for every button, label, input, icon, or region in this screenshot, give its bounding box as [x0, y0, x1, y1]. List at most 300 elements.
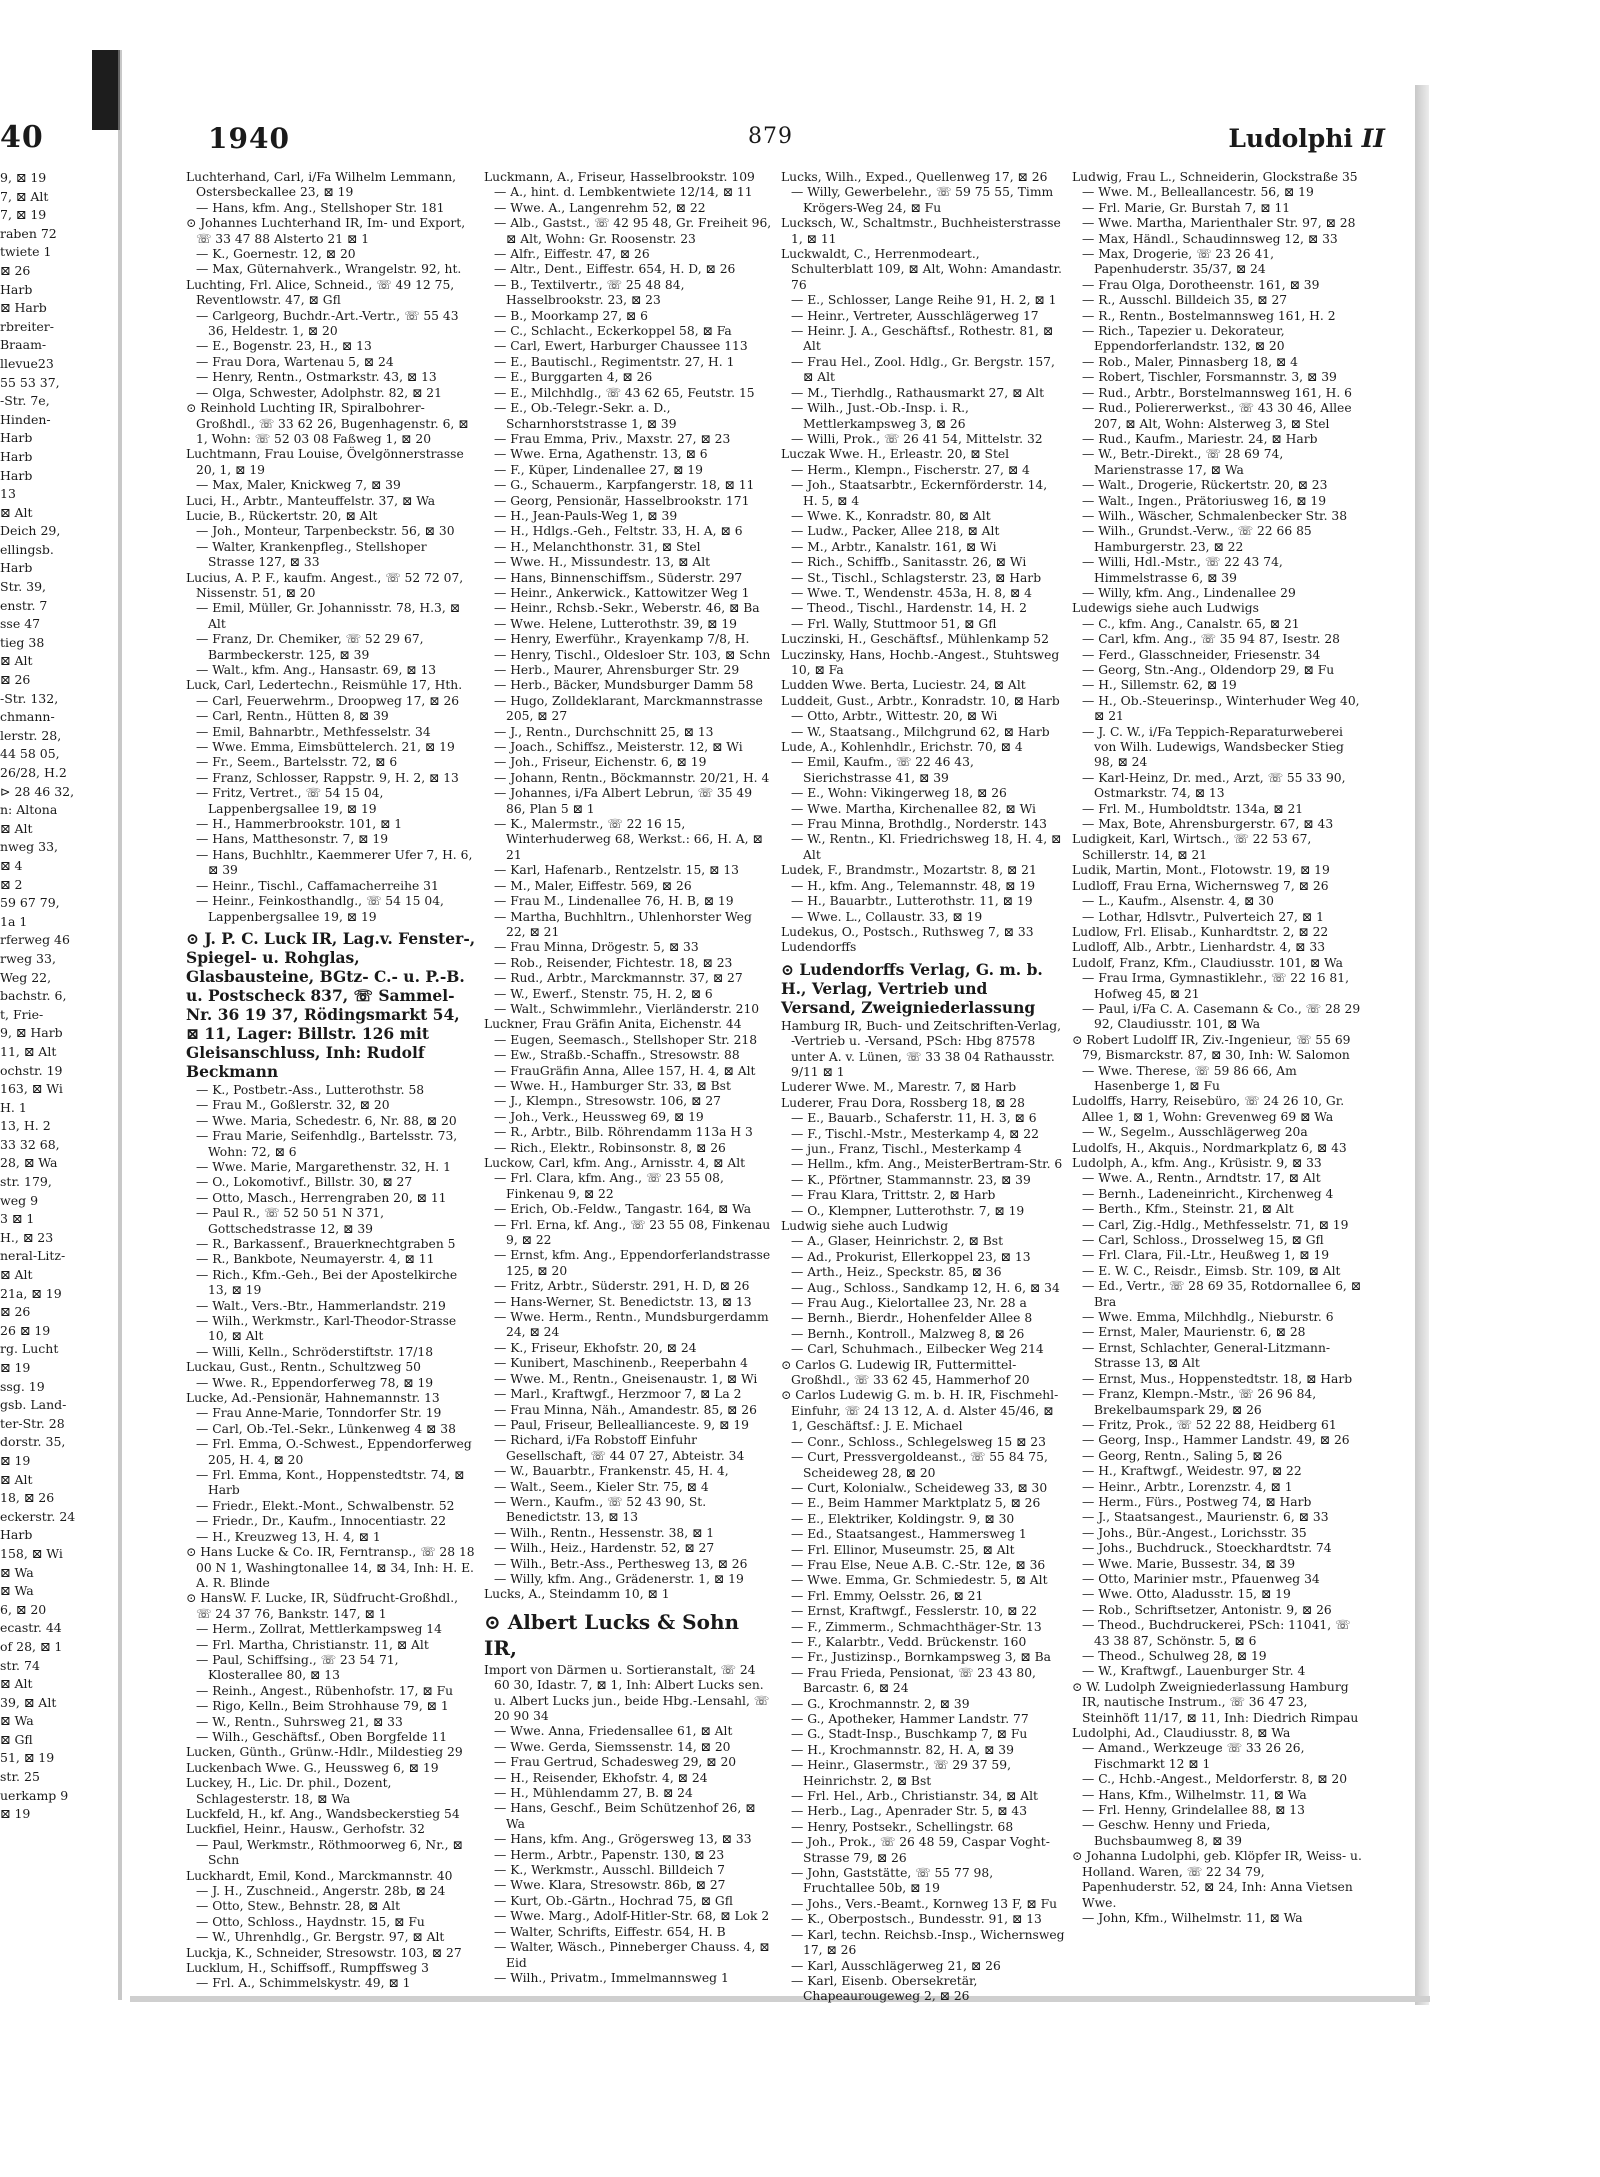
directory-entry: — M., Maler, Eiffestr. 569, ⊠ 26	[494, 878, 692, 893]
directory-entry: — R., Barkassenf., Brauerknechtgraben 5	[196, 1236, 456, 1251]
directory-entry: — J. C. W., i/Fa Teppich-Reparaturweberei von Wilh. Ludewigs, Wandsbecker Stieg 98, ⊠ 24	[1082, 724, 1344, 770]
directory-entry: — Frl. Emma, O.-Schwest., Eppendorferweg 205, H. 4, ⊠ 20	[196, 1437, 472, 1467]
directory-entry: — E., Elektriker, Koldingstr. 9, ⊠ 30	[791, 1511, 1015, 1526]
directory-entry: — Karl, Hafenarb., Rentzelstr. 15, ⊠ 13	[494, 863, 739, 878]
previous-page-fragment-line: 26/28, H.2	[0, 765, 67, 780]
directory-entry: — Johann, Rentn., Böckmannstr. 20/21, H. 4	[494, 770, 770, 785]
directory-entry: — H., Krochmannstr. 82, H. A, ⊠ 39	[791, 1742, 1014, 1757]
directory-entry: — Frl. M., Humboldtstr. 134a, ⊠ 21	[1082, 801, 1304, 816]
previous-page-lines	[0, 169, 86, 1824]
directory-entry: — Hans, Matthesonstr. 7, ⊠ 19	[196, 832, 389, 847]
previous-page-fragment-line: ochstr. 19	[0, 1062, 63, 1078]
directory-entry: — Friedr., Dr., Kaufm., Innocentiastr. 22	[196, 1514, 447, 1529]
previous-page-fragment-line: str. 74	[0, 1657, 40, 1673]
directory-entry: — K., Friseur, Ekhofstr. 20, ⊠ 24	[494, 1340, 697, 1355]
previous-page-fragment-line: Str. 39,	[0, 579, 47, 595]
directory-entry: — Frau Minna, Näh., Amandestr. 85, ⊠ 26	[494, 1402, 757, 1417]
previous-page-fragment-line: 6, ⊠ 20	[0, 1601, 47, 1617]
previous-page-fragment-line: rg. Lucht	[0, 1341, 59, 1357]
directory-entry: — Otto, Masch., Herrengraben 20, ⊠ 11	[196, 1190, 447, 1205]
directory-entry: — Wwe. A., Langenrehm 52, ⊠ 22	[494, 200, 706, 215]
directory-entry: Lucke, Ad.-Pensionär, Hahnemannstr. 13	[186, 1391, 440, 1406]
directory-entry: — E., Bogenstr. 23, H., ⊠ 13	[196, 339, 372, 354]
directory-entry: Luczak Wwe. H., Erleastr. 20, ⊠ Stel	[781, 447, 1010, 462]
directory-entry: Lucken, Günth., Grünw.-Hdlr., Mildestieg 29	[186, 1745, 463, 1760]
previous-page-fragment-line: nweg 33,	[0, 839, 59, 855]
directory-entry: — Walt., Vers.-Btr., Hammerlandstr. 219	[196, 1298, 446, 1313]
directory-entry: — Wwe. Helene, Lutterothstr. 39, ⊠ 19	[494, 616, 738, 631]
previous-page-fragment-line: 7, ⊠ Alt	[0, 188, 49, 204]
previous-page-fragment-line: ⊠ 19	[0, 1452, 31, 1468]
directory-entry: — Ed., Vertr., ☏ 28 69 35, Rotdornallee 6, ⊠ Bra	[1082, 1279, 1362, 1309]
directory-entry: ⊙ Albert Lucks & Sohn IR,	[484, 1609, 740, 1660]
previous-page-fragment-line: ssg. 19	[0, 1378, 45, 1394]
directory-entry: — B., Textilvertr., ☏ 25 48 84, Hasselbrookstr. 23, ⊠ 23	[494, 277, 685, 308]
directory-entry: ⊙ Hans Lucke & Co. IR, Ferntransp., ☏ 28 18 00 N 1, Washingtonallee 14, ⊠ 34, Inh: H. E. A. R. Blinde	[186, 1545, 475, 1590]
directory-entry: — Karl, techn. Reichsb.-Insp., Wichernsweg 17, ⊠ 26	[791, 1927, 1065, 1958]
directory-entry: — A., Glaser, Heinrichstr. 2, ⊠ Bst	[791, 1234, 1004, 1249]
directory-entry: — Rud., Poliererwerkst., ☏ 43 30 46, Allee 207, ⊠ Alt, Wohn: Alsterweg 3, ⊠ Stel	[1082, 401, 1352, 431]
previous-page-fragment-line: enstr. 7	[0, 597, 48, 613]
directory-entry: — Wwe. Herm., Rentn., Mundsburgerdamm 24, ⊠ 24	[494, 1310, 769, 1340]
directory-entry: — F., Zimmerm., Schmachthäger-Str. 13	[791, 1619, 1042, 1634]
directory-entry: — Herb., Lag., Apenrader Str. 5, ⊠ 43	[791, 1804, 1028, 1819]
directory-entry: — Willi, Kelln., Schröderstiftstr. 17/18	[196, 1344, 434, 1359]
running-head	[1228, 124, 1385, 153]
directory-entry: — Rigo, Kelln., Beim Strohhause 79, ⊠ 1	[196, 1699, 449, 1714]
directory-entry: — Frau Minna, Brothdlg., Norderstr. 143	[791, 817, 1048, 832]
directory-entry: — Bernh., Kontroll., Malzweg 8, ⊠ 26	[791, 1326, 1025, 1341]
directory-entry: — Frau M., Lindenallee 76, H. B, ⊠ 19	[494, 894, 734, 909]
directory-entry: — Aug., Schloss., Sandkamp 12, H. 6, ⊠ 34	[791, 1280, 1060, 1295]
previous-page-fragment-line: gsb. Land-	[0, 1397, 67, 1413]
directory-entry: — Hans, kfm. Ang., Grögersweg 13, ⊠ 33	[494, 1832, 752, 1847]
directory-entry: Luckner, Frau Gräfin Anita, Eichenstr. 44	[484, 1017, 742, 1032]
directory-entry: — W., Staatsang., Milchgrund 62, ⊠ Harb	[791, 724, 1050, 739]
directory-entry: — Theod., Buchdruckerei, PSch: 11041, ☏ 43 38 87, Schönstr. 5, ⊠ 6	[1082, 1618, 1351, 1648]
directory-entry: — Hugo, Zolldeklarant, Marckmannstrasse 205, ⊠ 27	[494, 693, 763, 724]
directory-entry: ⊙ HansW. F. Lucke, IR, Südfrucht-Großhdl., ☏ 24 37 76, Bankstr. 147, ⊠ 1	[186, 1591, 459, 1621]
directory-entry: — Theod., Tischl., Hardenstr. 14, H. 2	[791, 601, 1027, 616]
directory-entry: — Emil, Kaufm., ☏ 22 46 43, Sierichstrasse 41, ⊠ 39	[791, 755, 974, 785]
directory-entry: Ludloff, Alb., Arbtr., Lienhardstr. 4, ⊠ 33	[1072, 940, 1326, 955]
directory-entry: — Paul, i/Fa C. A. Casemann & Co., ☏ 28 29 92, Claudiusstr. 101, ⊠ Wa	[1082, 1001, 1361, 1032]
directory-entry: — J., Staatsangest., Maurienstr. 6, ⊠ 33	[1082, 1510, 1329, 1525]
previous-page-fragment-line: 28, ⊠ Wa	[0, 1155, 58, 1171]
directory-entry: — Johs., Buchdruck., Stoeckhardtstr. 74	[1082, 1541, 1332, 1556]
directory-entry: — K., Werkmstr., Ausschl. Billdeich 7	[494, 1863, 725, 1878]
previous-page-fragment-line: eckerstr. 24	[0, 1508, 76, 1524]
previous-page-fragment-line: H., ⊠ 23	[0, 1229, 54, 1245]
directory-entry: — F., Kalarbtr., Vedd. Brückenstr. 160	[791, 1634, 1027, 1649]
directory-entry: — Hans, Binnenschiffsm., Süderstr. 297	[494, 570, 743, 585]
directory-entry: — Ew., Straßb.-Schaffn., Stresowstr. 88	[494, 1048, 740, 1063]
running-head-section: II	[1361, 124, 1385, 153]
directory-entry: — Georg, Rentn., Saling 5, ⊠ 26	[1082, 1448, 1283, 1463]
previous-page-fragment-line: Deich 29,	[0, 523, 61, 539]
directory-entry: — Heinr. J. A., Geschäftsf., Rothestr. 81, ⊠ Alt	[791, 324, 1054, 354]
directory-entry: Luckmann, A., Friseur, Hasselbrookstr. 109	[484, 170, 755, 184]
directory-entry: ⊙ Reinhold Luchting IR, Spiralbohrer-Großhdl., ☏ 33 62 26, Bugenhagenstr. 6, ⊠ 1, Wohn: ☏ 52 03 08 Faßweg 1, ⊠ 20	[186, 401, 469, 446]
directory-entry: — Heinr., Feinkosthandlg., ☏ 54 15 04, Lappenbergsallee 19, ⊠ 19	[196, 894, 444, 924]
directory-entry: ⊙ W. Ludolph Zweigniederlassung Hamburg IR, nautische Instrum., ☏ 36 47 23, Steinhöft 11/17, ⊠ 11, Inh: Diedrich Rimpau	[1072, 1679, 1359, 1725]
directory-entry: — Eugen, Seemasch., Stellshoper Str. 218	[494, 1032, 758, 1047]
directory-entry: — H., Jean-Pauls-Weg 1, ⊠ 39	[494, 508, 678, 523]
previous-page-fragment-line: 21a, ⊠ 19	[0, 1285, 62, 1301]
directory-entry: Luczinsky, Hans, Hochb.-Angest., Stuhtsweg 10, ⊠ Fa	[781, 647, 1060, 677]
directory-entry: — Karl-Heinz, Dr. med., Arzt, ☏ 55 33 90, Ostmarkstr. 74, ⊠ 13	[1082, 770, 1346, 801]
previous-page-fragment-line: ⊠ 4	[0, 857, 23, 873]
previous-page-fragment-line: ⊠ Alt	[0, 1267, 33, 1283]
directory-entry: — Max, Maler, Knickweg 7, ⊠ 39	[196, 478, 401, 493]
directory-entry: Lucie, B., Rückertstr. 20, ⊠ Alt	[186, 508, 378, 523]
directory-column-3	[781, 170, 1065, 2004]
directory-entry: — Max, Händl., Schaudinnsweg 12, ⊠ 33	[1082, 231, 1338, 246]
directory-entry: Lucksch, W., Schaltmstr., Buchheisterstrasse 1, ⊠ 11	[781, 216, 1061, 246]
directory-entry: — Hans, Geschf., Beim Schützenhof 26, ⊠ Wa	[494, 1801, 756, 1831]
directory-entry: — Wilh., Just.-Ob.-Insp. i. R., Mettlerkampsweg 3, ⊠ 26	[791, 401, 969, 431]
directory-entry: — W., Ewerf., Stenstr. 75, H. 2, ⊠ 6	[494, 986, 713, 1001]
directory-entry: — Ernst, Kraftwgf., Fesslerstr. 10, ⊠ 22	[791, 1604, 1037, 1619]
directory-entry: — K., Malermstr., ☏ 22 16 15, Winterhuderweg 68, Werkst.: 66, H. A, ⊠ 21	[494, 817, 763, 862]
directory-entry: — Carlgeorg, Buchdr.-Art.-Vertr., ☏ 55 43 36, Heldestr. 1, ⊠ 20	[196, 308, 459, 339]
directory-entry: — E., Ob.-Telegr.-Sekr. a. D., Scharnhorststrasse 1, ⊠ 39	[494, 401, 677, 431]
previous-page-fragment-line: 9, ⊠ Harb	[0, 1025, 63, 1041]
previous-page-fragment-line: tieg 38	[0, 634, 45, 650]
directory-entry: — Conr., Schloss., Schlegelsweg 15 ⊠ 23	[791, 1434, 1046, 1449]
previous-page-fragment-line: Harb	[0, 467, 33, 483]
directory-entry: — Franz, Klempn.-Mstr., ☏ 26 96 84, Brekelbaumspark 29, ⊠ 26	[1082, 1387, 1317, 1417]
directory-entry: ⊙ Johannes Luchterhand IR, Im- und Export, ☏ 33 47 88 Alsterto 21 ⊠ 1	[186, 216, 466, 246]
directory-entry: Ludolf, Franz, Kfm., Claudiusstr. 101, ⊠ Wa	[1072, 955, 1343, 970]
directory-entry: — Kunibert, Maschinenb., Reeperbahn 4	[494, 1356, 748, 1371]
directory-entry: — Hans-Werner, St. Benedictstr. 13, ⊠ 13	[494, 1294, 752, 1309]
directory-entry: Ludolph, A., kfm. Ang., Krüsistr. 9, ⊠ 33	[1072, 1156, 1322, 1170]
directory-entry: — E. W. C., Reisdr., Eimsb. Str. 109, ⊠ Alt	[1082, 1263, 1341, 1278]
previous-page-fragment-line: dorstr. 35,	[0, 1434, 66, 1450]
directory-entry: — Wilh., Wäscher, Schmalenbecker Str. 38	[1082, 508, 1348, 523]
directory-entry: — J., Rentn., Durchschnitt 25, ⊠ 13	[494, 724, 714, 739]
directory-entry: — K., Postbetr.-Ass., Lutterothstr. 58	[196, 1082, 425, 1097]
directory-entry: ⊙ Robert Ludolff IR, Ziv.-Ingenieur, ☏ 55 69 79, Bismarckstr. 87, ⊠ 30, Inh: W. Salomon	[1072, 1032, 1351, 1063]
directory-entry: — Frau Irma, Gymnastiklehr., ☏ 22 16 81, Hofweg 45, ⊠ 21	[1082, 971, 1349, 1001]
directory-entry: Ludlow, Frl. Elisab., Kunhardtstr. 2, ⊠ 22	[1072, 924, 1329, 939]
previous-page-fragment-line: 1a 1	[0, 913, 28, 929]
directory-entry: — Wwe. A., Rentn., Arndtstr. 17, ⊠ Alt	[1082, 1171, 1321, 1186]
directory-entry: — Frau M., Goßlerstr. 32, ⊠ 20	[196, 1098, 390, 1113]
directory-entry: — Frau Minna, Drögestr. 5, ⊠ 33	[494, 940, 699, 955]
directory-entry: — R., Ausschl. Billdeich 35, ⊠ 27	[1082, 293, 1288, 308]
directory-entry: — Henry, Postsekr., Schellingstr. 68	[791, 1819, 1014, 1834]
previous-page-fragment	[0, 120, 86, 2010]
directory-entry: — Walt., kfm. Ang., Hansastr. 69, ⊠ 13	[196, 663, 437, 677]
directory-entry: — Carl, Zig.-Hdlg., Methfesselstr. 71, ⊠ 19	[1082, 1217, 1349, 1232]
directory-entry: — Joh., Monteur, Tarpenbeckstr. 56, ⊠ 30	[196, 524, 455, 539]
directory-entry: — Rud., Kaufm., Mariestr. 24, ⊠ Harb	[1082, 431, 1318, 446]
directory-entry: — Fr., Justizinsp., Bornkampsweg 3, ⊠ Ba	[791, 1650, 1051, 1665]
previous-page-fragment-line: weg 9	[0, 1192, 39, 1208]
previous-page-fragment-line: neral-Litz-	[0, 1248, 66, 1264]
running-head-name: Ludolphi	[1228, 124, 1353, 153]
directory-entry: — Willy, kfm. Ang., Lindenallee 29	[1082, 585, 1296, 600]
directory-entry: Luderer Wwe. M., Marestr. 7, ⊠ Harb	[781, 1080, 1017, 1095]
directory-entry: — W., Segelm., Ausschlägerweg 20a	[1082, 1125, 1308, 1140]
directory-entry: — Frl. Henny, Grindelallee 88, ⊠ 13	[1082, 1803, 1305, 1818]
directory-entry: — Paul, Schiffsing., ☏ 23 54 71, Klosterallee 80, ⊠ 13	[196, 1652, 399, 1683]
directory-entry: Luckau, Gust., Rentn., Schultzweg 50	[186, 1360, 421, 1375]
directory-entry: Ludigkeit, Karl, Wirtsch., ☏ 22 53 67, Schillerstr. 14, ⊠ 21	[1072, 832, 1312, 862]
previous-page-fragment-line: 9, ⊠ 19	[0, 170, 47, 185]
directory-entry: — C., Hchb.-Angest., Meldorferstr. 8, ⊠ 20	[1082, 1772, 1348, 1787]
directory-entry: — Wilh., Heiz., Hardenstr. 52, ⊠ 27	[494, 1541, 715, 1556]
directory-entry: — Heinr., Rchsb.-Sekr., Weberstr. 46, ⊠ Ba	[494, 601, 760, 616]
previous-page-fragment-line: ⊳ 28 46 32,	[0, 783, 75, 799]
directory-entry: — Heinr., Vertreter, Ausschlägerweg 17	[791, 308, 1039, 323]
directory-entry: Luddeit, Gust., Arbtr., Konradstr. 10, ⊠ Harb	[781, 693, 1060, 708]
directory-entry: Luci, H., Arbtr., Manteuffelstr. 37, ⊠ Wa	[186, 493, 436, 508]
directory-entry: — W., Uhrenhdlg., Gr. Bergstr. 97, ⊠ Alt	[196, 1930, 445, 1945]
directory-entry: ⊙ Johanna Ludolphi, geb. Klöpfer IR, Weiss- u. Holland. Waren, ☏ 22 34 79, Papenhuderstr. 52, ⊠ 24, Inh: Anna Vietsen Wwe.	[1072, 1849, 1362, 1910]
previous-page-fragment-line: 39, ⊠ Alt	[0, 1694, 57, 1710]
directory-entry: — Paul, Werkmstr., Röthmoorweg 6, Nr., ⊠ Schn	[196, 1837, 463, 1868]
directory-entry: — Carl, Feuerwehrm., Droopweg 17, ⊠ 26	[196, 693, 460, 708]
directory-entry: — Max, Drogerie, ☏ 23 26 41, Papenhuderstr. 35/37, ⊠ 24	[1082, 247, 1275, 277]
page-edge	[1415, 85, 1429, 2005]
directory-entry: — J., Klempn., Stresowstr. 106, ⊠ 27	[494, 1094, 721, 1109]
directory-entry: — Rich., Kfm.-Geh., Bei der Apostelkirche 13, ⊠ 19	[196, 1267, 458, 1298]
directory-entry: — Wilh., Werkmstr., Karl-Theodor-Strasse 10, ⊠ Alt	[196, 1314, 457, 1344]
directory-entry: — Carl, Schuhmach., Eilbecker Weg 214	[791, 1342, 1044, 1357]
directory-entry: — Herm., Zollrat, Mettlerkampsweg 14	[196, 1622, 442, 1637]
directory-entry: — G., Krochmannstr. 2, ⊠ 39	[791, 1696, 970, 1711]
directory-entry: — Friedr., Elekt.-Mont., Schwalbenstr. 52	[196, 1498, 455, 1513]
directory-entry: — Herm., Klempn., Fischerstr. 27, ⊠ 4	[791, 462, 1030, 477]
directory-entry: — H., Ob.-Steuerinsp., Winterhuder Weg 40, ⊠ 21	[1082, 693, 1360, 724]
directory-entry: Ludolphi, Ad., Claudiusstr. 8, ⊠ Wa	[1072, 1726, 1291, 1741]
directory-entry: — Hans, kfm. Ang., Stellshoper Str. 181	[196, 200, 445, 215]
directory-entry: — Georg, Pensionär, Hasselbrookstr. 171	[494, 493, 750, 508]
directory-entry: — Frl. Wally, Stuttmoor 51, ⊠ Gfl	[791, 616, 997, 631]
directory-entry: — Wwe. Anna, Friedensallee 61, ⊠ Alt	[494, 1724, 733, 1739]
previous-page-fragment-line: 18, ⊠ 26	[0, 1490, 55, 1506]
directory-entry: — Otto, Stew., Behnstr. 28, ⊠ Alt	[196, 1899, 401, 1914]
directory-entry: — Otto, Marinier mstr., Pfauenweg 34	[1082, 1571, 1320, 1586]
directory-entry: — Ernst, Mus., Hoppenstedtstr. 18, ⊠ Harb	[1082, 1371, 1353, 1386]
directory-entry: — Ed., Staatsangest., Hammersweg 1	[791, 1527, 1027, 1542]
previous-page-fragment-line: ⊠ Alt	[0, 820, 33, 836]
directory-entry: — FrauGräfin Anna, Allee 157, H. 4, ⊠ Alt	[494, 1063, 756, 1078]
directory-entry: — H., Melanchthonstr. 31, ⊠ Stel	[494, 539, 701, 554]
directory-entry: Ludloff, Frau Erna, Wichernsweg 7, ⊠ 26	[1072, 878, 1329, 893]
directory-entry: — Heinr., Arbtr., Lorenzstr. 4, ⊠ 1	[1082, 1479, 1293, 1494]
directory-entry: — Rud., Arbtr., Borstelmannsweg 161, H. 6	[1082, 385, 1352, 400]
directory-entry: Hamburg IR, Buch- und Zeitschriften-Verlag, -Vertrieb u. -Versand, PSch: Hbg 87578 unter A. v. Lünen, ☏ 33 38 04 Rathausstr. 9/11 ⊠ 1	[781, 1018, 1062, 1079]
directory-entry: — G., Schauerm., Karpfangerstr. 18, ⊠ 11	[494, 478, 755, 493]
directory-entry: Ludekus, O., Postsch., Ruthsweg 7, ⊠ 33	[781, 924, 1034, 939]
directory-entry: — H., Reisender, Ekhofstr. 4, ⊠ 24	[494, 1770, 708, 1785]
directory-entry: Ludolfs, H., Akquis., Nordmarkplatz 6, ⊠ 43	[1072, 1140, 1347, 1155]
directory-entry: — W., Bauarbtr., Frankenstr. 45, H. 4,	[494, 1464, 729, 1479]
running-header	[140, 118, 1405, 158]
directory-entry: — Wwe. Martha, Marienthaler Str. 97, ⊠ 28	[1082, 216, 1356, 231]
directory-entry: — Frau Gertrud, Schadesweg 29, ⊠ 20	[494, 1755, 737, 1770]
directory-entry: — H., Hdlgs.-Geh., Feltstr. 33, H. A, ⊠ 6	[494, 524, 743, 539]
directory-entry: Lude, A., Kohlenhdlr., Erichstr. 70, ⊠ 4	[781, 740, 1023, 755]
directory-entry: — B., Moorkamp 27, ⊠ 6	[494, 308, 648, 323]
directory-entry: — R., Arbtr., Bilb. Röhrendamm 113a H 3	[494, 1125, 753, 1140]
previous-page-fragment-line: 3 ⊠ 1	[0, 1211, 35, 1227]
directory-entry: — Arth., Heiz., Speckstr. 85, ⊠ 36	[791, 1265, 1002, 1280]
previous-page-fragment-line: 7, ⊠ 19	[0, 207, 47, 223]
directory-entry: — Henry, Ewerführ., Krayenkamp 7/8, H.	[494, 632, 750, 647]
previous-page-fragment-line: ⊠ Alt	[0, 1471, 33, 1487]
page-edge-bottom	[130, 1996, 1430, 2002]
previous-page-fragment-line: 51, ⊠ 19	[0, 1750, 55, 1766]
directory-entry: Ludden Wwe. Berta, Luciestr. 24, ⊠ Alt	[781, 678, 1026, 693]
directory-entry: — O., Klempner, Lutterothstr. 7, ⊠ 19	[791, 1203, 1025, 1218]
directory-entry: — H., kfm. Ang., Telemannstr. 48, ⊠ 19	[791, 878, 1036, 893]
previous-page-fragment-line: chmann-	[0, 709, 55, 725]
previous-page-fragment-line: 33 32 68,	[0, 1136, 60, 1152]
directory-entry: — E., Milchhdlg., ☏ 43 62 65, Feutstr. 15	[494, 385, 755, 400]
directory-entry: — Carl, Schloss., Drosselweg 15, ⊠ Gfl	[1082, 1233, 1324, 1248]
directory-entry: — Frl. Erna, kf. Ang., ☏ 23 55 08, Finkenau 9, ⊠ 22	[494, 1217, 771, 1248]
directory-entry: Luckhardt, Emil, Kond., Marckmannstr. 40	[186, 1868, 453, 1883]
previous-page-fragment-line: Braam-	[0, 337, 47, 353]
directory-entry: — Hellm., kfm. Ang., MeisterBertram-Str. 6	[791, 1157, 1063, 1172]
directory-entry: — Frau Olga, Dorotheenstr. 161, ⊠ 39	[1082, 277, 1320, 292]
directory-entry: Luczinski, H., Geschäftsf., Mühlenkamp 52	[781, 632, 1049, 647]
previous-page-fragment-line: 163, ⊠ Wi	[0, 1081, 63, 1097]
directory-entry: — Wilh., Geschäftsf., Oben Borgfelde 11	[196, 1729, 448, 1744]
directory-entry: — Heinr., Glasermstr., ☏ 29 37 59, Heinrichstr. 2, ⊠ Bst	[791, 1758, 1011, 1788]
directory-entry: — Alfr., Eiffestr. 47, ⊠ 26	[494, 247, 650, 262]
previous-page-fragment-line: twiete 1	[0, 244, 52, 260]
directory-entry: — E., Beim Hammer Marktplatz 5, ⊠ 26	[791, 1496, 1041, 1511]
directory-entry: — Walter, Schrifts, Eiffestr. 654, H. B	[494, 1924, 726, 1939]
directory-entry: — Walt., Ingen., Prätoriusweg 16, ⊠ 19	[1082, 493, 1327, 508]
directory-entry: — Herb., Maurer, Ahrensburger Str. 29	[494, 663, 740, 677]
directory-entry: Luckfeld, H., kf. Ang., Wandsbeckerstieg 54	[186, 1807, 460, 1821]
previous-page-fragment-line: ellingsb.	[0, 541, 54, 557]
directory-entry: — Wilh., Rentn., Hessenstr. 38, ⊠ 1	[494, 1525, 715, 1540]
directory-entry: — Amand., Werkzeuge ☏ 33 26 26, Fischmarkt 12 ⊠ 1	[1082, 1741, 1305, 1771]
previous-page-fragment-line: 26 ⊠ 19	[0, 1322, 51, 1338]
previous-page-fragment-line: ⊠ 19	[0, 1360, 31, 1375]
directory-entry: — Emil, Müller, Gr. Johannisstr. 78, H.3, ⊠ Alt	[196, 601, 460, 631]
directory-entry: — Frau Aug., Kielortallee 23, Nr. 28 a	[791, 1296, 1027, 1311]
directory-entry: — Bernh., Ladeneinricht., Kirchenweg 4	[1082, 1186, 1334, 1201]
directory-entry: — Willi, Prok., ☏ 26 41 54, Mittelstr. 32	[791, 431, 1043, 446]
directory-entry: Ludek, F., Brandmstr., Mozartstr. 8, ⊠ 21	[781, 863, 1037, 878]
directory-entry: — Johs., Bür.-Angest., Lorichsstr. 35	[1082, 1525, 1307, 1540]
directory-entry: Ludewigs siehe auch Ludwigs	[1072, 601, 1259, 616]
directory-entry: — Heinr., Tischl., Caffamacherreihe 31	[196, 878, 439, 893]
directory-entry: Luchting, Frl. Alice, Schneid., ☏ 49 12 75, Reventlowstr. 47, ⊠ Gfl	[186, 277, 455, 308]
directory-entry: — Emil, Bahnarbtr., Methfesselstr. 34	[196, 724, 431, 739]
directory-entry: — K., Goernestr. 12, ⊠ 20	[196, 247, 356, 262]
previous-page-fragment-line: t, Frie-	[0, 1006, 44, 1022]
directory-entry: — Ludw., Packer, Allee 218, ⊠ Alt	[791, 524, 1000, 539]
directory-entry: ⊙ Carlos Ludewig G. m. b. H. IR, Fischmehl-Einfuhr, ☏ 24 13 12, A. d. Alster 45/46, ⊠ 1, Geschäftsf.: J. E. Michael	[781, 1388, 1059, 1434]
directory-entry: — Theod., Schulweg 28, ⊠ 19	[1082, 1649, 1267, 1663]
directory-entry: — E., Burggarten 4, ⊠ 26	[494, 370, 653, 385]
previous-page-fragment-line: ⊠ Wa	[0, 1713, 34, 1729]
directory-entry: — M., Tierhdlg., Rathausmarkt 27, ⊠ Alt	[791, 385, 1045, 400]
directory-entry: Ludwig siehe auch Ludwig	[781, 1219, 949, 1233]
directory-entry: — Olga, Schwester, Adolphstr. 82, ⊠ 21	[196, 385, 442, 400]
directory-entry: — Rob., Reisender, Fichtestr. 18, ⊠ 23	[494, 955, 733, 970]
directory-entry: — Wwe. Emma, Milchhdlg., Nieburstr. 6	[1082, 1310, 1334, 1325]
directory-entry: — Heinr., Ankerwick., Kattowitzer Weg 1	[494, 585, 750, 600]
directory-entry: — L., Kaufm., Alsenstr. 4, ⊠ 30	[1082, 894, 1274, 909]
directory-entry: — Johs., Vers.-Beamt., Kornweg 13 F, ⊠ Fu	[791, 1896, 1058, 1911]
directory-entry: — Herm., Fürs., Postweg 74, ⊠ Harb	[1082, 1494, 1312, 1509]
directory-entry: — Wwe. Gerda, Siemssenstr. 14, ⊠ 20	[494, 1739, 731, 1754]
directory-entry: — jun., Franz, Tischl., Mesterkamp 4	[791, 1141, 1022, 1156]
previous-page-year: 40	[0, 120, 44, 155]
directory-entry: — Willy, Gewerbelehr., ☏ 59 75 55, Timm Krögers-Weg 24, ⊠ Fu	[791, 185, 1054, 215]
directory-entry: — H., Kraftwgf., Weidestr. 97, ⊠ 22	[1082, 1464, 1302, 1479]
previous-page-fragment-line: Hinden-	[0, 411, 51, 427]
previous-page-fragment-line: 44 58 05,	[0, 746, 60, 762]
directory-entry: — Ernst, Maler, Maurienstr. 6, ⊠ 28	[1082, 1325, 1306, 1340]
directory-entry: — Henry, Tischl., Oldesloer Str. 103, ⊠ Schn	[494, 647, 771, 662]
directory-entry: — Bernh., Bierdr., Hohenfelder Allee 8	[791, 1311, 1033, 1326]
directory-entry: — O., Lokomotivf., Billstr. 30, ⊠ 27	[196, 1175, 413, 1190]
directory-entry: — Kurt, Ob.-Gärtn., Hochrad 75, ⊠ Gfl	[494, 1893, 733, 1908]
directory-entry: — Frl. Emmy, Oelsstr. 26, ⊠ 21	[791, 1588, 984, 1603]
directory-entry: — Wilh., Grundst.-Verw., ☏ 22 66 85 Hamburgerstr. 23, ⊠ 22	[1082, 524, 1312, 554]
directory-entry: — C., Schlacht., Eckerkoppel 58, ⊠ Fa	[494, 324, 732, 339]
directory-entry: — Berth., Kfm., Steinstr. 21, ⊠ Alt	[1082, 1202, 1294, 1217]
directory-entry: — Rud., Arbtr., Marckmannstr. 37, ⊠ 27	[494, 971, 743, 986]
directory-entry: — Rob., Schriftsetzer, Antonistr. 9, ⊠ 26	[1082, 1602, 1332, 1617]
directory-entry: — W., Kraftwgf., Lauenburger Str. 4	[1082, 1664, 1306, 1679]
directory-entry: — Joh., Friseur, Eichenstr. 6, ⊠ 19	[494, 755, 707, 770]
previous-page-fragment-line: n: Altona	[0, 802, 58, 818]
directory-entry: — Fritz, Arbtr., Süderstr. 291, H. D, ⊠ 26	[494, 1279, 750, 1294]
previous-page-fragment-line: -Str. 132,	[0, 690, 59, 706]
directory-entry: Lucks, A., Steindamm 10, ⊠ 1	[484, 1587, 670, 1602]
previous-page-fragment-line: rweg 33,	[0, 950, 56, 966]
directory-entry: — Frau Anne-Marie, Tonndorfer Str. 19	[196, 1406, 442, 1421]
directory-entry: — G., Stadt-Insp., Buschkamp 7, ⊠ Fu	[791, 1727, 1028, 1742]
directory-entry: — E., Schlosser, Lange Reihe 91, H. 2, ⊠ 1	[791, 293, 1057, 308]
directory-entry: — Ad., Prokurist, Ellerkoppel 23, ⊠ 13	[791, 1249, 1031, 1264]
directory-entry: — Wwe. Klara, Stresowstr. 86b, ⊠ 27	[494, 1878, 726, 1893]
directory-entry: — Wwe. T., Wendenstr. 453a, H. 8, ⊠ 4	[791, 585, 1032, 600]
directory-entry: — Wwe. Emma, Gr. Schmiedestr. 5, ⊠ Alt	[791, 1573, 1048, 1588]
previous-page-fragment-line: Harb	[0, 430, 33, 446]
directory-entry: — Otto, Schloss., Haydnstr. 15, ⊠ Fu	[196, 1914, 425, 1929]
directory-entry: — R., Bankbote, Neumayerstr. 4, ⊠ 11	[196, 1252, 435, 1267]
directory-entry: — M., Arbtr., Kanalstr. 161, ⊠ Wi	[791, 539, 997, 554]
directory-entry: Luck, Carl, Ledertechn., Reismühle 17, Hth.	[186, 678, 463, 693]
directory-entry: — Herb., Bäcker, Mundsburger Damm 58	[494, 678, 754, 693]
directory-entry: — W., Betr.-Direkt., ☏ 28 69 74, Marienstrasse 17, ⊠ Wa	[1082, 447, 1284, 477]
page-spine-shadow	[118, 50, 122, 2000]
directory-entry: — Walt., Seem., Kieler Str. 75, ⊠ 4	[494, 1479, 709, 1494]
directory-entry: — Frl. A., Schimmelskystr. 49, ⊠ 1	[196, 1976, 411, 1991]
previous-page-fragment-line: lerstr. 28,	[0, 727, 62, 743]
directory-entry: Ludolffs, Harry, Reisebüro, ☏ 24 26 10, Gr. Allee 1, ⊠ 1, Wohn: Grevenweg 69 ⊠ Wa	[1072, 1094, 1345, 1124]
directory-entry: — Fritz, Vertret., ☏ 54 15 04, Lappenbergsallee 19, ⊠ 19	[196, 786, 384, 816]
directory-entry: — H., Sillemstr. 62, ⊠ 19	[1082, 678, 1237, 693]
directory-entry: — Ernst, Schlachter, General-Litzmann-Strasse 13, ⊠ Alt	[1082, 1340, 1331, 1371]
directory-entry: — Wwe. Emma, Eimsbüttelerch. 21, ⊠ 19	[196, 740, 455, 755]
directory-entry: — Carl, kfm. Ang., ☏ 35 94 87, Isestr. 28	[1082, 632, 1341, 647]
